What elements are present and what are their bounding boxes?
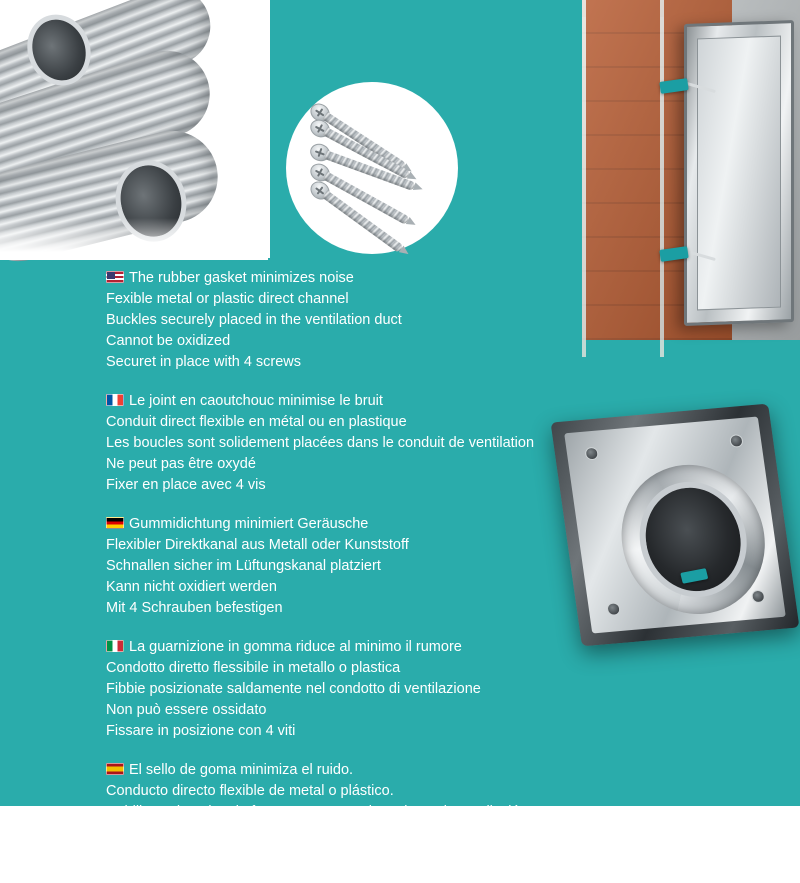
feature-line: Flexibler Direktkanal aus Metall oder Kunststoff bbox=[106, 537, 409, 553]
feature-line bbox=[106, 391, 576, 412]
flexible-duct-photo bbox=[0, 0, 268, 258]
feature-text: Gummidichtung minimiert Geräusche bbox=[129, 516, 369, 532]
feature-line: Securet in place with 4 screws bbox=[106, 354, 302, 370]
feature-line: Ne peut pas être oxydé bbox=[106, 456, 256, 472]
language-block-de bbox=[106, 514, 576, 619]
feature-text: The rubber gasket minimizes noise bbox=[129, 270, 354, 286]
feature-line: Les boucles sont solidement placées dans le conduit de ventilation bbox=[106, 435, 535, 451]
feature-line bbox=[106, 637, 576, 658]
feature-text-area bbox=[106, 268, 576, 883]
feature-text: Le joint en caoutchouc minimise le bruit bbox=[129, 393, 383, 409]
feature-line bbox=[106, 268, 576, 289]
feature-line bbox=[106, 760, 576, 781]
flange-face bbox=[564, 417, 786, 634]
screw-hole bbox=[584, 447, 599, 461]
feature-line: Hebillas colocadas de forma segura en el conducto de ventilación. bbox=[106, 804, 532, 820]
language-block-fr bbox=[106, 391, 576, 496]
screws-photo-badge bbox=[286, 82, 458, 254]
screw-hole bbox=[751, 589, 766, 603]
language-block-es bbox=[106, 760, 576, 865]
flag-it-icon bbox=[106, 640, 124, 652]
feature-line: Fixer en place avec 4 vis bbox=[106, 477, 266, 493]
flag-fr-icon bbox=[106, 394, 124, 406]
feature-text: El sello de goma minimiza el ruido. bbox=[129, 762, 354, 778]
feature-line bbox=[106, 514, 576, 535]
feature-line: Mit 4 Schrauben befestigen bbox=[106, 600, 283, 616]
feature-line: Condotto diretto flessibile in metallo o plastica bbox=[106, 660, 401, 676]
flange-collar bbox=[612, 459, 775, 620]
vent-panel bbox=[684, 20, 794, 326]
feature-line: Schnallen sicher im Lüftungskanal platziert bbox=[106, 558, 381, 574]
feature-line: Fissare in posizione con 4 viti bbox=[106, 723, 296, 739]
feature-line: No se puede oxidar bbox=[106, 825, 232, 841]
feature-line: Kann nicht oxidiert werden bbox=[106, 579, 277, 595]
vent-panel-face bbox=[697, 36, 781, 311]
feature-line: Fibbie posizionate saldamente nel condotto di ventilazione bbox=[106, 681, 481, 697]
screw-hole bbox=[729, 434, 744, 448]
flag-de-icon bbox=[106, 517, 124, 529]
feature-line: Fexible metal or plastic direct channel bbox=[106, 291, 349, 307]
flag-es-icon bbox=[106, 763, 124, 775]
feature-line: Conducto directo flexible de metal o plástico. bbox=[106, 783, 394, 799]
feature-line: Conduit direct flexible en métal ou en plastique bbox=[106, 414, 407, 430]
feature-text: La guarnizione in gomma riduce al minimo il rumore bbox=[129, 639, 462, 655]
feature-line: Non può essere ossidato bbox=[106, 702, 267, 718]
duct-flange-photo bbox=[538, 378, 796, 678]
feature-line: Asegúrelo en su lugar con 4 tornillos bbox=[106, 846, 341, 862]
duct-bore bbox=[632, 477, 754, 601]
photo-fade-bottom bbox=[0, 218, 268, 260]
feature-line: Buckles securely placed in the ventilation duct bbox=[106, 312, 402, 328]
brick-wall-vent-photo bbox=[582, 0, 800, 340]
language-block-en bbox=[106, 268, 576, 373]
flag-us-icon bbox=[106, 271, 124, 283]
language-block-it bbox=[106, 637, 576, 742]
flange-plate bbox=[551, 404, 800, 647]
screw-hole bbox=[606, 602, 621, 616]
feature-line: Cannot be oxidized bbox=[106, 333, 231, 349]
